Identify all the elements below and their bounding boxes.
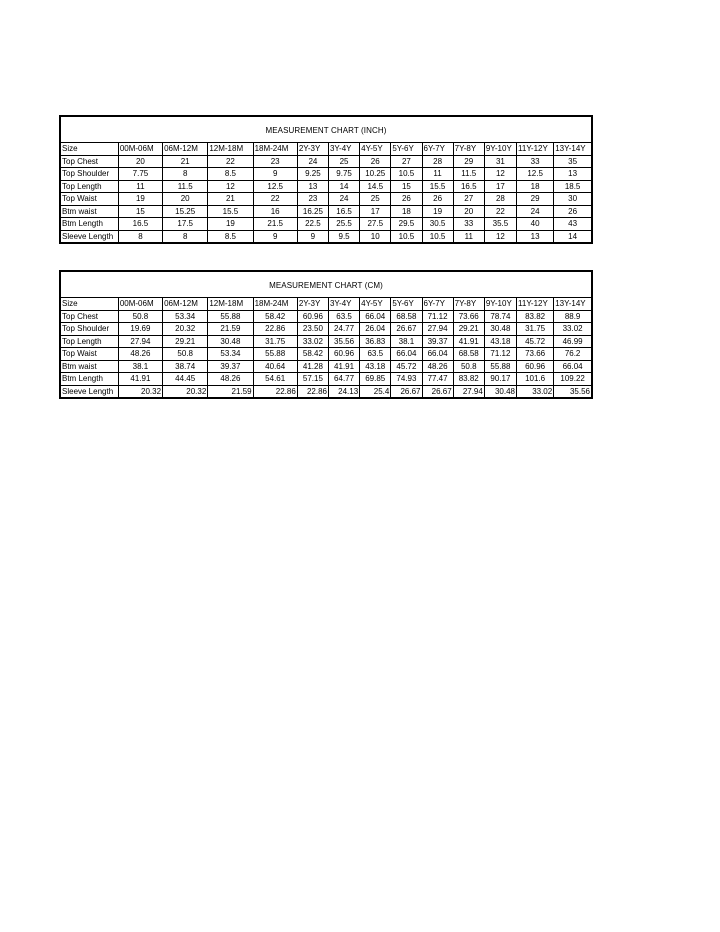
cm-table-cell: 76.2 — [554, 348, 591, 361]
inch-table-cell: 40 — [517, 218, 554, 231]
cm-table-cell: 26.67 — [422, 385, 453, 397]
cm-table-cell: 43.18 — [484, 335, 516, 348]
cm-table-cell: 29.21 — [163, 335, 208, 348]
inch-size-column-header: 18M-24M — [253, 143, 297, 155]
cm-table-cell: 26.04 — [360, 323, 391, 336]
cm-size-column-header: 13Y-14Y — [554, 298, 591, 310]
inch-table-cell: 9 — [253, 168, 297, 181]
cm-table-cell: 101.6 — [517, 373, 554, 386]
cm-table-cell: 60.96 — [297, 310, 328, 323]
cm-table-cell: 71.12 — [484, 348, 516, 361]
cm-row-label: Btm waist — [61, 360, 118, 373]
cm-table-cell: 58.42 — [253, 310, 297, 323]
cm-size-column-header: 00M-06M — [118, 298, 162, 310]
inch-table-cell: 13 — [297, 180, 328, 193]
inch-table-row — [61, 193, 591, 206]
inch-table-cell: 8.5 — [208, 230, 253, 242]
inch-size-column-header: 5Y-6Y — [391, 143, 422, 155]
inch-table-cell: 26 — [554, 205, 591, 218]
cm-table-cell: 35.56 — [328, 335, 359, 348]
cm-size-column-header: 12M-18M — [208, 298, 253, 310]
cm-size-column-header: 9Y-10Y — [484, 298, 516, 310]
inch-size-header: Size — [61, 143, 118, 155]
cm-table-cell: 74.93 — [391, 373, 422, 386]
cm-table-cell: 68.58 — [453, 348, 484, 361]
inch-table-cell: 23 — [253, 155, 297, 168]
cm-table-cell: 30.48 — [484, 385, 516, 397]
inch-table-cell: 30.5 — [422, 218, 453, 231]
cm-chart-body — [61, 298, 591, 397]
inch-table-cell: 16.5 — [118, 218, 162, 231]
cm-table-cell: 60.96 — [328, 348, 359, 361]
inch-table-row — [61, 168, 591, 181]
cm-size-column-header: 11Y-12Y — [517, 298, 554, 310]
cm-table-cell: 21.59 — [208, 323, 253, 336]
inch-chart-table — [61, 143, 591, 242]
inch-table-cell: 10.5 — [391, 230, 422, 242]
inch-table-cell: 11.5 — [163, 180, 208, 193]
cm-table-cell: 60.96 — [517, 360, 554, 373]
inch-table-cell: 22.5 — [297, 218, 328, 231]
inch-table-cell: 26 — [422, 193, 453, 206]
cm-table-cell: 39.37 — [422, 335, 453, 348]
cm-table-cell: 50.8 — [453, 360, 484, 373]
inch-table-cell: 26 — [391, 193, 422, 206]
cm-table-cell: 36.83 — [360, 335, 391, 348]
cm-table-cell: 66.04 — [360, 310, 391, 323]
inch-table-cell: 15 — [118, 205, 162, 218]
cm-table-cell: 68.58 — [391, 310, 422, 323]
cm-table-cell: 55.88 — [484, 360, 516, 373]
cm-table-cell: 22.86 — [253, 323, 297, 336]
cm-table-cell: 35.56 — [554, 385, 591, 397]
cm-row-label: Sleeve Length — [61, 385, 118, 397]
cm-table-cell: 50.8 — [163, 348, 208, 361]
inch-table-cell: 21 — [163, 155, 208, 168]
inch-table-cell: 8.5 — [208, 168, 253, 181]
inch-table-cell: 7.75 — [118, 168, 162, 181]
cm-size-header: Size — [61, 298, 118, 310]
inch-table-cell: 12 — [484, 168, 516, 181]
inch-table-cell: 8 — [163, 230, 208, 242]
cm-table-cell: 30.48 — [208, 335, 253, 348]
inch-table-cell: 12.5 — [253, 180, 297, 193]
inch-table-cell: 12 — [208, 180, 253, 193]
cm-table-cell: 27.94 — [453, 385, 484, 397]
cm-table-cell: 27.94 — [422, 323, 453, 336]
cm-measurement-chart — [59, 270, 593, 399]
inch-table-cell: 27.5 — [360, 218, 391, 231]
cm-table-row — [61, 360, 591, 373]
cm-row-label: Top Chest — [61, 310, 118, 323]
cm-size-column-header: 5Y-6Y — [391, 298, 422, 310]
inch-table-cell: 29 — [517, 193, 554, 206]
cm-table-cell: 63.5 — [328, 310, 359, 323]
inch-table-cell: 20 — [118, 155, 162, 168]
cm-table-row — [61, 310, 591, 323]
cm-table-cell: 109.22 — [554, 373, 591, 386]
inch-size-column-header: 11Y-12Y — [517, 143, 554, 155]
cm-size-column-header: 06M-12M — [163, 298, 208, 310]
cm-size-column-header: 18M-24M — [253, 298, 297, 310]
inch-table-cell: 31 — [484, 155, 516, 168]
cm-table-cell: 19.69 — [118, 323, 162, 336]
cm-table-cell: 31.75 — [253, 335, 297, 348]
cm-table-cell: 25.4 — [360, 385, 391, 397]
inch-table-cell: 8 — [163, 168, 208, 181]
inch-table-cell: 27 — [453, 193, 484, 206]
cm-row-label: Top Length — [61, 335, 118, 348]
cm-table-cell: 33.02 — [297, 335, 328, 348]
inch-table-cell: 29.5 — [391, 218, 422, 231]
cm-table-cell: 41.28 — [297, 360, 328, 373]
cm-table-cell: 66.04 — [391, 348, 422, 361]
cm-table-cell: 45.72 — [391, 360, 422, 373]
inch-table-cell: 17 — [360, 205, 391, 218]
cm-table-cell: 20.32 — [118, 385, 162, 397]
inch-table-cell: 19 — [118, 193, 162, 206]
cm-table-cell: 54.61 — [253, 373, 297, 386]
cm-table-row — [61, 373, 591, 386]
inch-table-cell: 35 — [554, 155, 591, 168]
inch-table-cell: 14 — [554, 230, 591, 242]
inch-table-cell: 22 — [484, 205, 516, 218]
inch-size-column-header: 6Y-7Y — [422, 143, 453, 155]
inch-chart-body — [61, 143, 591, 242]
inch-table-cell: 10.5 — [422, 230, 453, 242]
inch-table-cell: 24 — [297, 155, 328, 168]
inch-table-cell: 11 — [453, 230, 484, 242]
inch-measurement-chart — [59, 115, 593, 244]
cm-table-cell: 88.9 — [554, 310, 591, 323]
inch-table-cell: 18.5 — [554, 180, 591, 193]
inch-table-cell: 9.75 — [328, 168, 359, 181]
cm-table-cell: 43.18 — [360, 360, 391, 373]
cm-table-cell: 26.67 — [391, 323, 422, 336]
cm-table-cell: 57.15 — [297, 373, 328, 386]
cm-table-cell: 66.04 — [554, 360, 591, 373]
cm-table-row — [61, 348, 591, 361]
cm-table-cell: 77.47 — [422, 373, 453, 386]
inch-table-cell: 18 — [391, 205, 422, 218]
inch-table-cell: 15.25 — [163, 205, 208, 218]
cm-row-label: Top Waist — [61, 348, 118, 361]
inch-table-cell: 16 — [253, 205, 297, 218]
inch-table-cell: 23 — [297, 193, 328, 206]
cm-table-cell: 90.17 — [484, 373, 516, 386]
inch-table-cell: 33 — [517, 155, 554, 168]
inch-table-cell: 43 — [554, 218, 591, 231]
cm-table-cell: 41.91 — [453, 335, 484, 348]
inch-table-row — [61, 230, 591, 242]
inch-row-label: Btm waist — [61, 205, 118, 218]
cm-size-column-header: 7Y-8Y — [453, 298, 484, 310]
inch-table-cell: 19 — [208, 218, 253, 231]
inch-table-cell: 30 — [554, 193, 591, 206]
cm-table-cell: 22.86 — [253, 385, 297, 397]
cm-table-cell: 55.88 — [208, 310, 253, 323]
cm-table-cell: 23.50 — [297, 323, 328, 336]
inch-chart-title: MEASUREMENT CHART (INCH) — [61, 117, 591, 143]
inch-table-cell: 12 — [484, 230, 516, 242]
cm-size-column-header: 4Y-5Y — [360, 298, 391, 310]
inch-size-column-header: 4Y-5Y — [360, 143, 391, 155]
cm-table-cell: 24.13 — [328, 385, 359, 397]
cm-table-cell: 39.37 — [208, 360, 253, 373]
cm-table-cell: 45.72 — [517, 335, 554, 348]
inch-table-cell: 25 — [328, 155, 359, 168]
inch-table-cell: 14.5 — [360, 180, 391, 193]
cm-table-cell: 38.1 — [118, 360, 162, 373]
cm-chart-title: MEASUREMENT CHART (CM) — [61, 272, 591, 298]
cm-table-cell: 46.99 — [554, 335, 591, 348]
inch-table-cell: 9 — [297, 230, 328, 242]
inch-table-cell: 26 — [360, 155, 391, 168]
inch-size-column-header: 3Y-4Y — [328, 143, 359, 155]
inch-size-column-header: 7Y-8Y — [453, 143, 484, 155]
cm-table-cell: 64.77 — [328, 373, 359, 386]
cm-table-cell: 33.02 — [517, 385, 554, 397]
inch-table-cell: 14 — [328, 180, 359, 193]
inch-table-row — [61, 205, 591, 218]
inch-table-cell: 16.5 — [328, 205, 359, 218]
cm-table-cell: 29.21 — [453, 323, 484, 336]
inch-table-cell: 8 — [118, 230, 162, 242]
cm-table-cell: 63.5 — [360, 348, 391, 361]
cm-table-cell: 27.94 — [118, 335, 162, 348]
inch-size-column-header: 06M-12M — [163, 143, 208, 155]
cm-table-cell: 26.67 — [391, 385, 422, 397]
inch-table-cell: 9.5 — [328, 230, 359, 242]
inch-table-row — [61, 180, 591, 193]
cm-table-cell: 73.66 — [517, 348, 554, 361]
inch-table-cell: 22 — [253, 193, 297, 206]
inch-size-column-header: 2Y-3Y — [297, 143, 328, 155]
inch-table-cell: 27 — [391, 155, 422, 168]
inch-table-cell: 33 — [453, 218, 484, 231]
inch-table-cell: 16.5 — [453, 180, 484, 193]
cm-table-cell: 24.77 — [328, 323, 359, 336]
cm-table-cell: 38.74 — [163, 360, 208, 373]
cm-table-cell: 73.66 — [453, 310, 484, 323]
cm-chart-table — [61, 298, 591, 397]
cm-table-cell: 71.12 — [422, 310, 453, 323]
cm-size-column-header: 2Y-3Y — [297, 298, 328, 310]
inch-table-cell: 20 — [453, 205, 484, 218]
inch-table-cell: 22 — [208, 155, 253, 168]
inch-table-cell: 15.5 — [208, 205, 253, 218]
inch-table-cell: 16.25 — [297, 205, 328, 218]
cm-table-cell: 69.85 — [360, 373, 391, 386]
cm-table-row — [61, 323, 591, 336]
inch-header-row — [61, 143, 591, 155]
inch-table-cell: 35.5 — [484, 218, 516, 231]
cm-table-cell: 48.26 — [208, 373, 253, 386]
inch-table-cell: 11 — [118, 180, 162, 193]
cm-size-column-header: 3Y-4Y — [328, 298, 359, 310]
cm-table-cell: 58.42 — [297, 348, 328, 361]
inch-row-label: Top Shoulder — [61, 168, 118, 181]
inch-table-cell: 15.5 — [422, 180, 453, 193]
cm-table-cell: 38.1 — [391, 335, 422, 348]
inch-table-row — [61, 218, 591, 231]
inch-table-cell: 24 — [517, 205, 554, 218]
cm-table-cell: 20.32 — [163, 385, 208, 397]
cm-table-cell: 83.82 — [453, 373, 484, 386]
cm-table-cell: 78.74 — [484, 310, 516, 323]
inch-table-row — [61, 155, 591, 168]
inch-row-label: Btm Length — [61, 218, 118, 231]
inch-row-label: Top Waist — [61, 193, 118, 206]
cm-table-cell: 50.8 — [118, 310, 162, 323]
cm-table-cell: 53.34 — [163, 310, 208, 323]
inch-table-cell: 11.5 — [453, 168, 484, 181]
inch-table-cell: 19 — [422, 205, 453, 218]
inch-table-cell: 21.5 — [253, 218, 297, 231]
inch-table-cell: 11 — [422, 168, 453, 181]
cm-row-label: Top Shoulder — [61, 323, 118, 336]
inch-size-column-header: 00M-06M — [118, 143, 162, 155]
cm-row-label: Btm Length — [61, 373, 118, 386]
cm-table-cell: 48.26 — [118, 348, 162, 361]
inch-table-cell: 15 — [391, 180, 422, 193]
inch-size-column-header: 13Y-14Y — [554, 143, 591, 155]
inch-table-cell: 17.5 — [163, 218, 208, 231]
cm-size-column-header: 6Y-7Y — [422, 298, 453, 310]
inch-row-label: Top Chest — [61, 155, 118, 168]
inch-table-cell: 13 — [554, 168, 591, 181]
inch-table-cell: 25.5 — [328, 218, 359, 231]
inch-table-cell: 29 — [453, 155, 484, 168]
inch-table-cell: 24 — [328, 193, 359, 206]
inch-table-cell: 10.25 — [360, 168, 391, 181]
cm-table-cell: 40.64 — [253, 360, 297, 373]
inch-table-cell: 9.25 — [297, 168, 328, 181]
cm-table-cell: 30.48 — [484, 323, 516, 336]
cm-table-cell: 44.45 — [163, 373, 208, 386]
cm-table-cell: 22.86 — [297, 385, 328, 397]
inch-table-cell: 18 — [517, 180, 554, 193]
cm-table-cell: 41.91 — [118, 373, 162, 386]
inch-table-cell: 25 — [360, 193, 391, 206]
cm-table-cell: 83.82 — [517, 310, 554, 323]
inch-table-cell: 28 — [484, 193, 516, 206]
cm-table-cell: 55.88 — [253, 348, 297, 361]
cm-table-cell: 20.32 — [163, 323, 208, 336]
inch-table-cell: 21 — [208, 193, 253, 206]
cm-table-cell: 53.34 — [208, 348, 253, 361]
cm-table-cell: 21.59 — [208, 385, 253, 397]
cm-header-row — [61, 298, 591, 310]
cm-table-cell: 41.91 — [328, 360, 359, 373]
cm-table-cell: 33.02 — [554, 323, 591, 336]
inch-row-label: Sleeve Length — [61, 230, 118, 242]
inch-row-label: Top Length — [61, 180, 118, 193]
inch-table-cell: 13 — [517, 230, 554, 242]
inch-table-cell: 10.5 — [391, 168, 422, 181]
cm-table-cell: 48.26 — [422, 360, 453, 373]
inch-table-cell: 12.5 — [517, 168, 554, 181]
inch-table-cell: 10 — [360, 230, 391, 242]
inch-size-column-header: 12M-18M — [208, 143, 253, 155]
cm-table-cell: 66.04 — [422, 348, 453, 361]
inch-table-cell: 20 — [163, 193, 208, 206]
cm-table-row — [61, 335, 591, 348]
inch-table-cell: 28 — [422, 155, 453, 168]
inch-table-cell: 9 — [253, 230, 297, 242]
inch-size-column-header: 9Y-10Y — [484, 143, 516, 155]
inch-table-cell: 17 — [484, 180, 516, 193]
cm-table-row — [61, 385, 591, 397]
cm-table-cell: 31.75 — [517, 323, 554, 336]
